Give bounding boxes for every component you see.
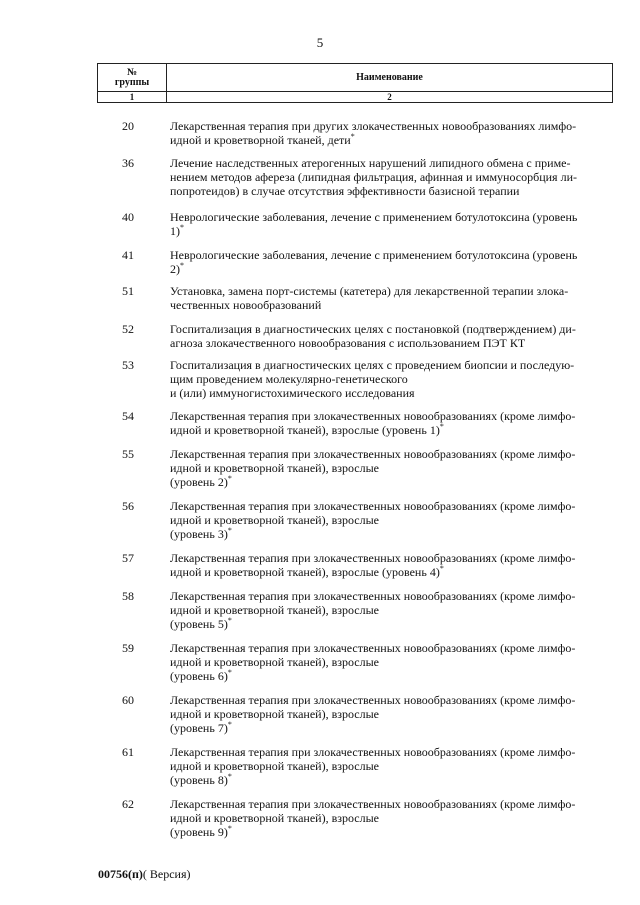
- row-name-text: идной и кроветворной тканей), взрослые: [170, 603, 380, 617]
- row-name-line: [170, 707, 620, 721]
- row-name-text: Госпитализация в диагностических целях с проведением биопсии и последую-: [170, 358, 575, 372]
- row-name-line: [170, 513, 620, 527]
- row-group-code: 61: [122, 745, 134, 759]
- row-name-line: [170, 336, 620, 350]
- row-name-text: (уровень 5): [170, 617, 228, 631]
- row-name: [170, 358, 620, 400]
- row-group-code: 51: [122, 284, 134, 298]
- row-name-line: [170, 721, 620, 735]
- row-name-text: Лекарственная терапия при злокачественных новообразованиях (кроме лимфо-: [170, 409, 576, 423]
- row-name-line: [170, 372, 620, 386]
- row-name-text: Лекарственная терапия при злокачественных новообразованиях (кроме лимфо-: [170, 589, 576, 603]
- footer: [98, 867, 191, 882]
- row-name-line: [170, 248, 620, 262]
- row-name-text: Установка, замена порт-системы (катетера) для лекарственной терапии злока-: [170, 284, 569, 298]
- row-name-line: [170, 499, 620, 513]
- row-name-text: (уровень 7): [170, 721, 228, 735]
- row-name-line: [170, 641, 620, 655]
- row-name-line: [170, 224, 620, 238]
- row-name: [170, 589, 620, 631]
- row-name-line: [170, 156, 620, 170]
- row-name: [170, 322, 620, 350]
- row-name-text: (уровень 9): [170, 825, 228, 839]
- row-name-text: идной и кроветворной тканей), взрослые (уровень 4): [170, 565, 440, 579]
- header-col1-number: 1: [98, 92, 167, 103]
- page-number: 5: [316, 35, 324, 50]
- row-name-line: [170, 358, 620, 372]
- footnote-asterisk: *: [350, 132, 355, 141]
- row-name-text: (уровень 8): [170, 773, 228, 787]
- footnote-asterisk: *: [227, 772, 232, 781]
- header-col-group-number-line2: группы: [114, 76, 150, 88]
- row-name: [170, 745, 620, 787]
- row-group-code: 52: [122, 322, 134, 336]
- footnote-asterisk: *: [439, 422, 444, 431]
- row-name: [170, 641, 620, 683]
- row-group-code: 41: [122, 248, 134, 262]
- row-name-text: Лечение наследственных атерогенных нарушений липидного обмена с приме-: [170, 156, 571, 170]
- row-name: [170, 156, 620, 198]
- footnote-asterisk: *: [227, 720, 232, 729]
- row-name-text: идной и кроветворной тканей), взрослые: [170, 707, 380, 721]
- row-group-code: 58: [122, 589, 134, 603]
- row-name-text: чественных новообразований: [170, 298, 322, 312]
- row-name: [170, 693, 620, 735]
- row-name-text: агноза злокачественного новообразования с использованием ПЭТ КТ: [170, 336, 526, 350]
- row-name-line: [170, 655, 620, 669]
- row-group-code: 56: [122, 499, 134, 513]
- footer-version: ( Версия): [142, 867, 191, 881]
- row-name-line: [170, 210, 620, 224]
- row-name-line: [170, 322, 620, 336]
- row-name-line: [170, 475, 620, 489]
- footnote-asterisk: *: [180, 261, 184, 270]
- row-name-line: [170, 589, 620, 603]
- row-name-line: [170, 617, 620, 631]
- row-name-line: [170, 797, 620, 811]
- row-name-text: идной и кроветворной тканей), взрослые: [170, 811, 380, 825]
- row-name-line: [170, 184, 620, 198]
- row-name-text: идной и кроветворной тканей), взрослые: [170, 759, 380, 773]
- row-name-text: Лекарственная терапия при злокачественных новообразованиях (кроме лимфо-: [170, 797, 576, 811]
- row-group-code: 60: [122, 693, 134, 707]
- row-name-line: [170, 423, 620, 437]
- row-name-line: [170, 551, 620, 565]
- row-group-code: 55: [122, 447, 134, 461]
- row-name-line: [170, 825, 620, 839]
- row-name-text: Лекарственная терапия при злокачественных новообразованиях (кроме лимфо-: [170, 693, 576, 707]
- row-name-line: [170, 262, 620, 276]
- row-name-text: (уровень 3): [170, 527, 228, 541]
- row-name-text: идной и кроветворной тканей), взрослые: [170, 461, 380, 475]
- row-name-text: и (или) иммуногистохимического исследования: [170, 386, 415, 400]
- row-name-line: [170, 133, 620, 147]
- row-name-line: [170, 811, 620, 825]
- row-group-code: 57: [122, 551, 134, 565]
- header-col-group-number-line1: №: [126, 66, 138, 78]
- footnote-asterisk: *: [227, 668, 232, 677]
- row-name: [170, 284, 620, 312]
- row-group-code: 62: [122, 797, 134, 811]
- row-name-text: 2): [170, 262, 180, 276]
- row-name-line: [170, 745, 620, 759]
- row-group-code: 36: [122, 156, 134, 170]
- row-name: [170, 409, 620, 437]
- row-name: [170, 119, 620, 147]
- row-name-text: попротеидов) в случае отсутствия эффективности базисной терапии: [170, 184, 520, 198]
- row-name-line: [170, 527, 620, 541]
- row-name: [170, 210, 620, 238]
- row-name-line: [170, 409, 620, 423]
- row-name: [170, 248, 620, 276]
- row-name-text: Лекарственная терапия при других злокачественных новообразованиях лимфо-: [170, 119, 577, 133]
- row-name-text: идной и кроветворной тканей), взрослые: [170, 655, 380, 669]
- row-group-code: 54: [122, 409, 134, 423]
- row-group-code: 53: [122, 358, 134, 372]
- row-name: [170, 551, 620, 579]
- row-name-text: Неврологические заболевания, лечение с применением ботулотоксина (уровень: [170, 248, 578, 262]
- header-col2-number: 2: [167, 92, 613, 103]
- row-name-line: [170, 565, 620, 579]
- row-name-line: [170, 298, 620, 312]
- row-name: [170, 797, 620, 839]
- row-name-text: Лекарственная терапия при злокачественных новообразованиях (кроме лимфо-: [170, 499, 576, 513]
- row-name: [170, 499, 620, 541]
- footer-code: 00756(п): [98, 867, 143, 881]
- row-name-line: [170, 284, 620, 298]
- row-name-line: [170, 170, 620, 184]
- row-name-text: нением методов афереза (липидная фильтрация, афинная и иммуносорбция ли-: [170, 170, 577, 184]
- row-name-line: [170, 447, 620, 461]
- row-group-code: 20: [122, 119, 134, 133]
- row-name-line: [170, 603, 620, 617]
- row-name-text: идной и кроветворной тканей, дети: [170, 133, 351, 147]
- footnote-asterisk: *: [227, 824, 232, 833]
- header-col-name: Наименование: [167, 64, 613, 92]
- footnote-asterisk: *: [227, 474, 232, 483]
- row-name-line: [170, 386, 620, 400]
- row-name-line: [170, 759, 620, 773]
- footnote-asterisk: *: [227, 616, 232, 625]
- row-group-code: 59: [122, 641, 134, 655]
- row-name-text: Лекарственная терапия при злокачественных новообразованиях (кроме лимфо-: [170, 551, 576, 565]
- row-name-text: идной и кроветворной тканей), взрослые: [170, 513, 380, 527]
- footnote-asterisk: *: [439, 564, 444, 573]
- row-name-line: [170, 773, 620, 787]
- row-name-text: Лекарственная терапия при злокачественных новообразованиях (кроме лимфо-: [170, 447, 576, 461]
- row-name-text: Неврологические заболевания, лечение с применением ботулотоксина (уровень: [170, 210, 578, 224]
- row-name-text: Лекарственная терапия при злокачественных новообразованиях (кроме лимфо-: [170, 745, 576, 759]
- row-name-line: [170, 119, 620, 133]
- row-name-text: (уровень 6): [170, 669, 228, 683]
- row-name-line: [170, 461, 620, 475]
- row-name-text: Госпитализация в диагностических целях с постановкой (подтверждением) ди-: [170, 322, 576, 336]
- row-name: [170, 447, 620, 489]
- row-name-text: (уровень 2): [170, 475, 228, 489]
- row-name-line: [170, 693, 620, 707]
- row-name-text: 1): [170, 224, 180, 238]
- row-group-code: 40: [122, 210, 134, 224]
- row-name-line: [170, 669, 620, 683]
- footnote-asterisk: *: [180, 223, 184, 232]
- row-name-text: Лекарственная терапия при злокачественных новообразованиях (кроме лимфо-: [170, 641, 576, 655]
- row-name-text: идной и кроветворной тканей), взрослые (уровень 1): [170, 423, 440, 437]
- row-name-text: щим проведением молекулярно-генетического: [170, 372, 408, 386]
- footnote-asterisk: *: [227, 526, 232, 535]
